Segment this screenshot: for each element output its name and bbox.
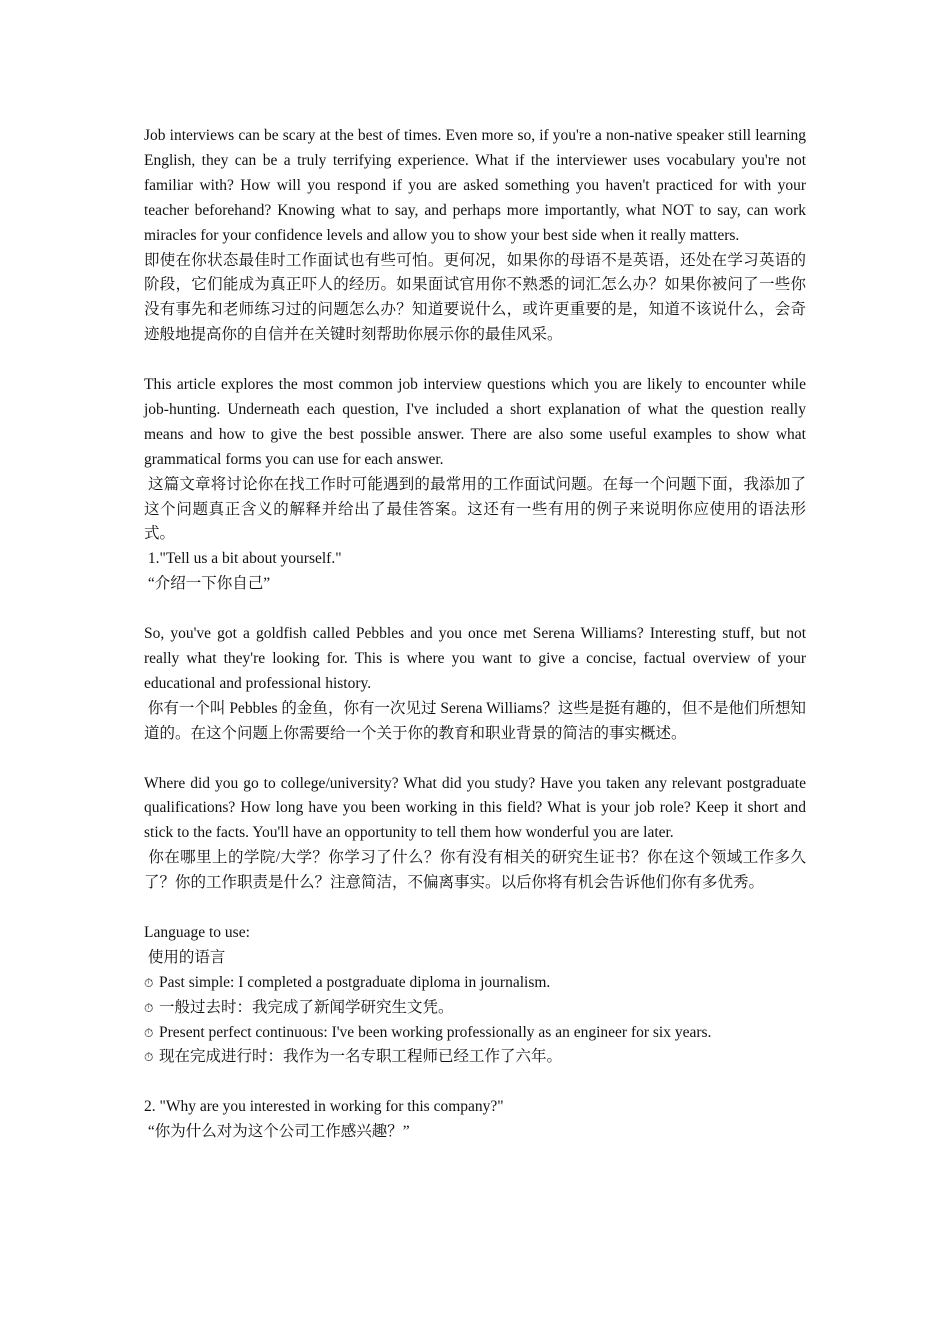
question-1-zh: “介绍一下你自己” <box>144 575 271 593</box>
clock-bullet-icon: ⏱ <box>144 975 154 990</box>
q1-para2-en: Where did you go to college/university? What did you study? Have you taken any relevant postgraduate qualifications? How long have you been working in this field? What is your job role? Keep it short and stick to the facts. You'll have an opportunity to tell them how wonderful you are later. <box>144 774 806 842</box>
blank-line <box>144 1070 806 1095</box>
document-body <box>144 124 806 1145</box>
language-item-text: Past simple: I completed a postgraduate diploma in journalism. <box>159 973 551 991</box>
clock-bullet-icon: ⏱ <box>144 1025 154 1040</box>
question-2-en: 2. "Why are you interested in working for this company?" <box>144 1098 504 1116</box>
blank-line <box>144 896 806 921</box>
article-en-paragraph: This article explores the most common job interview questions which you are likely to encounter while job-hunting. Underneath each question, I've included a short explanation of what the question really means and how to give the best possible answer. There are also some useful examples to show what grammatical forms you can use for each answer. <box>144 376 806 468</box>
blank-line <box>144 597 806 622</box>
language-item <box>144 1021 806 1046</box>
q1-para1-zh: 你有一个叫 Pebbles 的金鱼，你有一次见过 Serena Williams？这些是挺有趣的，但不是他们所想知道的。在这个问题上你需要给一个关于你的教育和职业背景的简洁的事实概述。 <box>144 699 806 742</box>
q1-para2-zh: 你在哪里上的学院/大学？你学习了什么？你有没有相关的研究生证书？你在这个领域工作多久了？你的工作职责是什么？注意简洁，不偏离事实。以后你将有机会告诉他们你有多优秀。 <box>144 849 806 892</box>
blank-line <box>144 747 806 772</box>
q1-para1-en: So, you've got a goldfish called Pebbles and you once met Serena Williams? Interesting stuff, but not really what they're looking for. This is where you want to give a concise, factual overview of your educational and professional history. <box>144 625 806 692</box>
clock-bullet-icon: ⏱ <box>144 1050 154 1065</box>
intro-en-paragraph: Job interviews can be scary at the best of times. Even more so, if you're a non-native speaker still learning English, they can be a truly terrifying experience. What if the interviewer uses vocabulary you're not familiar with? How will you respond if you are asked something you haven't practiced for with your teacher beforehand? Knowing what to say, and perhaps more importantly, what NOT to say, can work miracles for your confidence levels and allow you to show your best side when it really matters. <box>144 127 806 244</box>
article-zh-paragraph: 这篇文章将讨论你在找工作时可能遇到的最常用的工作面试问题。在每一个问题下面，我添加了这个问题真正含义的解释并给出了最佳答案。这还有一些有用的例子来说明你应使用的语法形式。 <box>144 475 806 543</box>
language-item <box>144 996 806 1021</box>
language-item-text: 现在完成进行时：我作为一名专职工程师已经工作了六年。 <box>159 1048 563 1066</box>
language-item <box>144 971 806 996</box>
language-item-text: 一般过去时：我完成了新闻学研究生文凭。 <box>159 998 454 1016</box>
language-item <box>144 1045 806 1070</box>
question-2-zh: “你为什么对为这个公司工作感兴趣？” <box>144 1123 410 1141</box>
clock-bullet-icon: ⏱ <box>144 1000 154 1015</box>
question-1-en: 1."Tell us a bit about yourself." <box>144 550 342 568</box>
language-item-text: Present perfect continuous: I've been working professionally as an engineer for six years. <box>159 1023 712 1041</box>
language-heading-zh: 使用的语言 <box>144 948 226 966</box>
intro-zh-paragraph: 即使在你状态最佳时工作面试也有些可怕。更何况，如果你的母语不是英语，还处在学习英语的阶段，它们能成为真正吓人的经历。如果面试官用你不熟悉的词汇怎么办？如果你被问了一些你没有事先和老师练习过的问题怎么办？知道要说什么，或许更重要的是，知道不该说什么，会奇迹般地提高你的自信并在关键时刻帮助你展示你的最佳风采。 <box>144 251 806 344</box>
blank-line <box>144 348 806 373</box>
language-heading-en: Language to use: <box>144 923 250 941</box>
